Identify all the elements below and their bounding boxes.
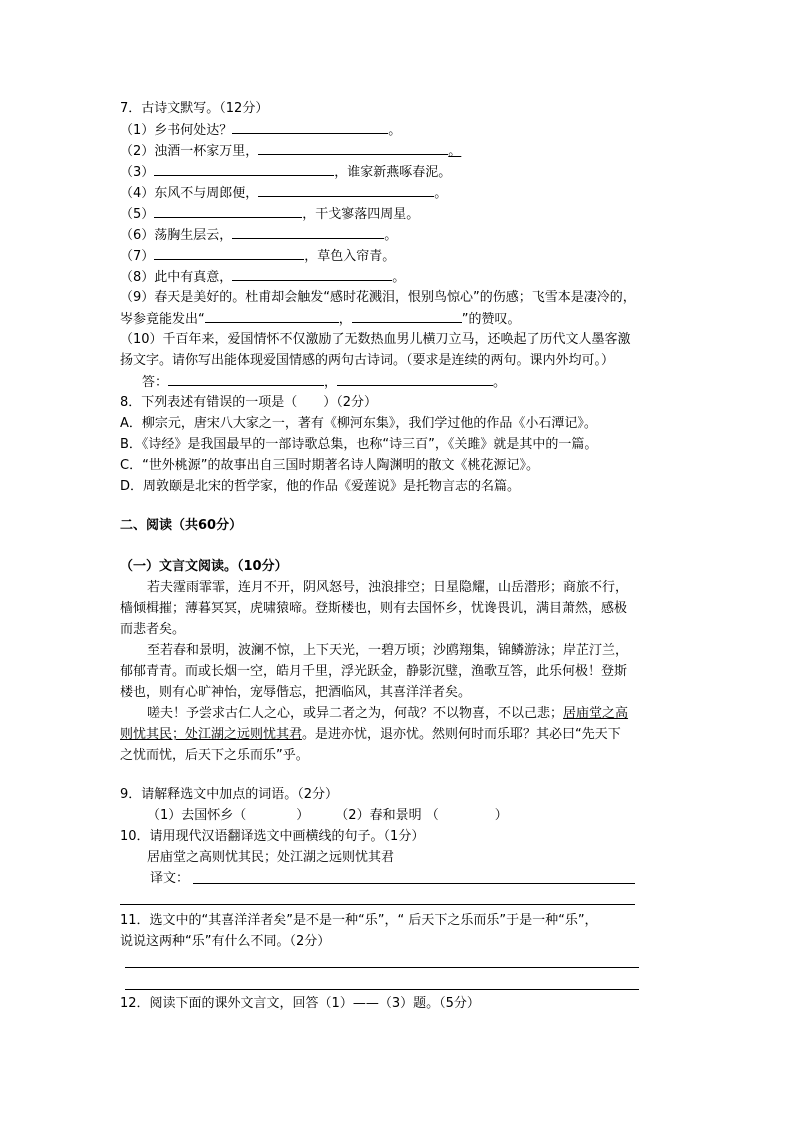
q9-items bbox=[147, 805, 508, 826]
q8-option-d[interactable]: D．周敦颐是北宋的哲学家，他的作品《爱莲说》是托物言志的名篇。 bbox=[120, 479, 521, 494]
q7-9-prompt: 岑参竟能发出“ bbox=[120, 312, 205, 327]
q8-option-c[interactable]: C．“世外桃源”的故事出自三国时期著名诗人陶渊明的散文《桃花源记》。 bbox=[120, 458, 540, 473]
passage-p2-line3: 楼也，则有心旷神怡，宠辱偕忘，把酒临风，其喜洋洋者矣。 bbox=[120, 685, 472, 700]
q7-3-blank[interactable] bbox=[154, 161, 334, 176]
q7-7-blank[interactable] bbox=[154, 245, 304, 260]
q7-1-end: 。 bbox=[388, 123, 402, 138]
passage-p1-line1: 若夫霪雨霏霏，连月不开，阴风怒号，浊浪排空；日星隐耀，山岳潜形；商旅不行， bbox=[147, 580, 629, 595]
q11-answer-line-2[interactable] bbox=[125, 989, 639, 990]
q11-line1: 11．选文中的“其喜洋洋者矣”是不是一种“乐”，“ 后天下之乐而乐”于是一种“乐”， bbox=[120, 913, 598, 928]
q7-2-end: 。 bbox=[448, 144, 462, 159]
q7-9-blank-1[interactable] bbox=[205, 308, 339, 323]
q7-10-answer-label: 答： bbox=[142, 375, 169, 390]
q7-3-prompt: （3） bbox=[120, 165, 155, 180]
q7-8-end: 。 bbox=[392, 270, 406, 285]
q7-5-prompt: （5） bbox=[120, 207, 155, 222]
q9-title: 9．请解释选文中加点的词语。（2分） bbox=[120, 787, 339, 802]
q7-item-9-line2 bbox=[120, 308, 521, 330]
q7-item-6 bbox=[120, 224, 397, 246]
q10-title: 10．请用现代汉语翻译选文中画横线的句子。（1分） bbox=[120, 829, 425, 844]
q7-3-end: ，谁家新燕啄春泥。 bbox=[334, 165, 452, 180]
q7-item-3 bbox=[120, 161, 451, 183]
q7-7-prompt: （7） bbox=[120, 249, 155, 264]
q7-2-blank[interactable] bbox=[258, 140, 448, 155]
q9-2-close: ） bbox=[494, 808, 508, 823]
passage-p3-line3: 之忧而忧，后天下之乐而乐”乎。 bbox=[120, 748, 309, 763]
q7-6-blank[interactable] bbox=[232, 224, 384, 239]
q9-1-prompt: （1）去国怀乡（ bbox=[147, 808, 247, 823]
q9-2-prompt: （2）春和景明 （ bbox=[335, 808, 439, 823]
q7-10-blank-1[interactable] bbox=[168, 371, 324, 386]
q7-6-end: 。 bbox=[384, 228, 398, 243]
q12-title: 12．阅读下面的课外文言文，回答（1）——（3）题。（5分） bbox=[120, 996, 480, 1011]
q7-9-blank-2[interactable] bbox=[352, 308, 462, 323]
q7-item-10-line2: 扬文字。请你写出能体现爱国情感的两句古诗词。（要求是连续的两句。课内外均可。） bbox=[120, 353, 615, 368]
q7-5-blank[interactable] bbox=[154, 203, 302, 218]
q7-item-10-line1: （10）千百年来，爱国情怀不仅激励了无数热血男儿横刀立马，还唤起了历代文人墨客激 bbox=[120, 332, 631, 347]
q7-8-prompt: （8）此中有真意， bbox=[120, 270, 233, 285]
q8-option-b[interactable]: B．《诗经》是我国最早的一部诗歌总集，也称“诗三百”，《关雎》就是其中的一篇。 bbox=[120, 437, 598, 452]
passage-p2-line1: 至若春和景明，波澜不惊，上下天光，一碧万顷；沙鸥翔集，锦鳞游泳；岸芷汀兰， bbox=[147, 643, 629, 658]
q7-2-prompt: （2）浊酒一杯家万里， bbox=[120, 144, 259, 159]
passage-underlined-sentence-part1: 居庙堂之高 bbox=[563, 706, 629, 721]
q10-answer-line-2[interactable] bbox=[120, 904, 635, 905]
q7-5-end: ，干戈寥落四周星。 bbox=[302, 207, 420, 222]
q7-4-prompt: （4）东风不与周郎便， bbox=[120, 186, 259, 201]
q7-8-blank[interactable] bbox=[232, 266, 392, 281]
q7-4-blank[interactable] bbox=[258, 182, 434, 197]
q7-title: 7．古诗文默写。（12分） bbox=[120, 101, 269, 116]
q7-9-sep: ， bbox=[338, 312, 352, 327]
q7-item-5 bbox=[120, 203, 419, 225]
q10-translation-label: 译文： bbox=[150, 871, 190, 886]
q8-title: 8．下列表述有错误的一项是（ ）（2分） bbox=[120, 395, 378, 410]
passage-p2-line2: 郁郁青青。而或长烟一空，皓月千里，浮光跃金，静影沉璧，渔歌互答，此乐何极！登斯 bbox=[120, 664, 628, 679]
section-2-heading: 二、阅读（共60分） bbox=[120, 518, 243, 533]
q7-9-end: ”的赞叹。 bbox=[461, 312, 521, 327]
q7-item-7 bbox=[120, 245, 395, 267]
passage-p1-line3: 而悲者矣。 bbox=[120, 622, 186, 637]
q11-line2: 说说这两种“乐”有什么不同。（2分） bbox=[120, 934, 331, 949]
passage-p3-line1 bbox=[147, 703, 628, 724]
passage-underlined-sentence-part2: 则忧其民；处江湖之远则忧其君 bbox=[120, 727, 303, 742]
q7-item-8 bbox=[120, 266, 405, 288]
q7-1-prompt: （1）乡书何处达？ bbox=[120, 123, 233, 138]
passage-p3-text-2: 。是进亦忧，退亦忧。然则何时而乐耶？其必曰“先天下 bbox=[302, 727, 621, 742]
q7-item-4 bbox=[120, 182, 447, 204]
passage-p3-text: 嗟夫！予尝求古仁人之心，或异二者之为，何哉？不以物喜，不以己悲； bbox=[147, 706, 564, 721]
q10-sentence: 居庙堂之高则忧其民；处江湖之远则忧其君 bbox=[147, 850, 395, 865]
q11-answer-line-1[interactable] bbox=[125, 967, 639, 968]
passage-p3-line2 bbox=[120, 724, 621, 745]
q7-item-2 bbox=[120, 140, 461, 162]
q7-10-end: 。 bbox=[493, 375, 507, 390]
q7-4-end: 。 bbox=[434, 186, 448, 201]
part-1-heading: （一）文言文阅读。（10分） bbox=[120, 559, 288, 574]
q7-item-10-answer bbox=[142, 371, 506, 393]
q7-10-sep: ， bbox=[324, 375, 338, 390]
q10-answer-line-1[interactable] bbox=[193, 883, 635, 884]
q7-6-prompt: （6）荡胸生层云， bbox=[120, 228, 233, 243]
q7-7-end: ，草色入帘青。 bbox=[304, 249, 396, 264]
q7-item-9-line1: （9）春天是美好的。杜甫却会触发“感时花溅泪，恨别鸟惊心”的伤感；飞雪本是凄冷的， bbox=[120, 290, 636, 305]
q9-1-close: ） bbox=[296, 808, 310, 823]
passage-p1-line2: 樯倾楫摧；薄暮冥冥，虎啸猿啼。登斯楼也，则有去国怀乡，忧谗畏讥，满目萧然，感极 bbox=[120, 601, 628, 616]
q7-10-blank-2[interactable] bbox=[337, 371, 493, 386]
q8-option-a[interactable]: A．柳宗元，唐宋八大家之一，著有《柳河东集》，我们学过他的作品《小石潭记》。 bbox=[120, 416, 597, 431]
q7-1-blank[interactable] bbox=[232, 119, 388, 134]
q7-item-1 bbox=[120, 119, 401, 141]
